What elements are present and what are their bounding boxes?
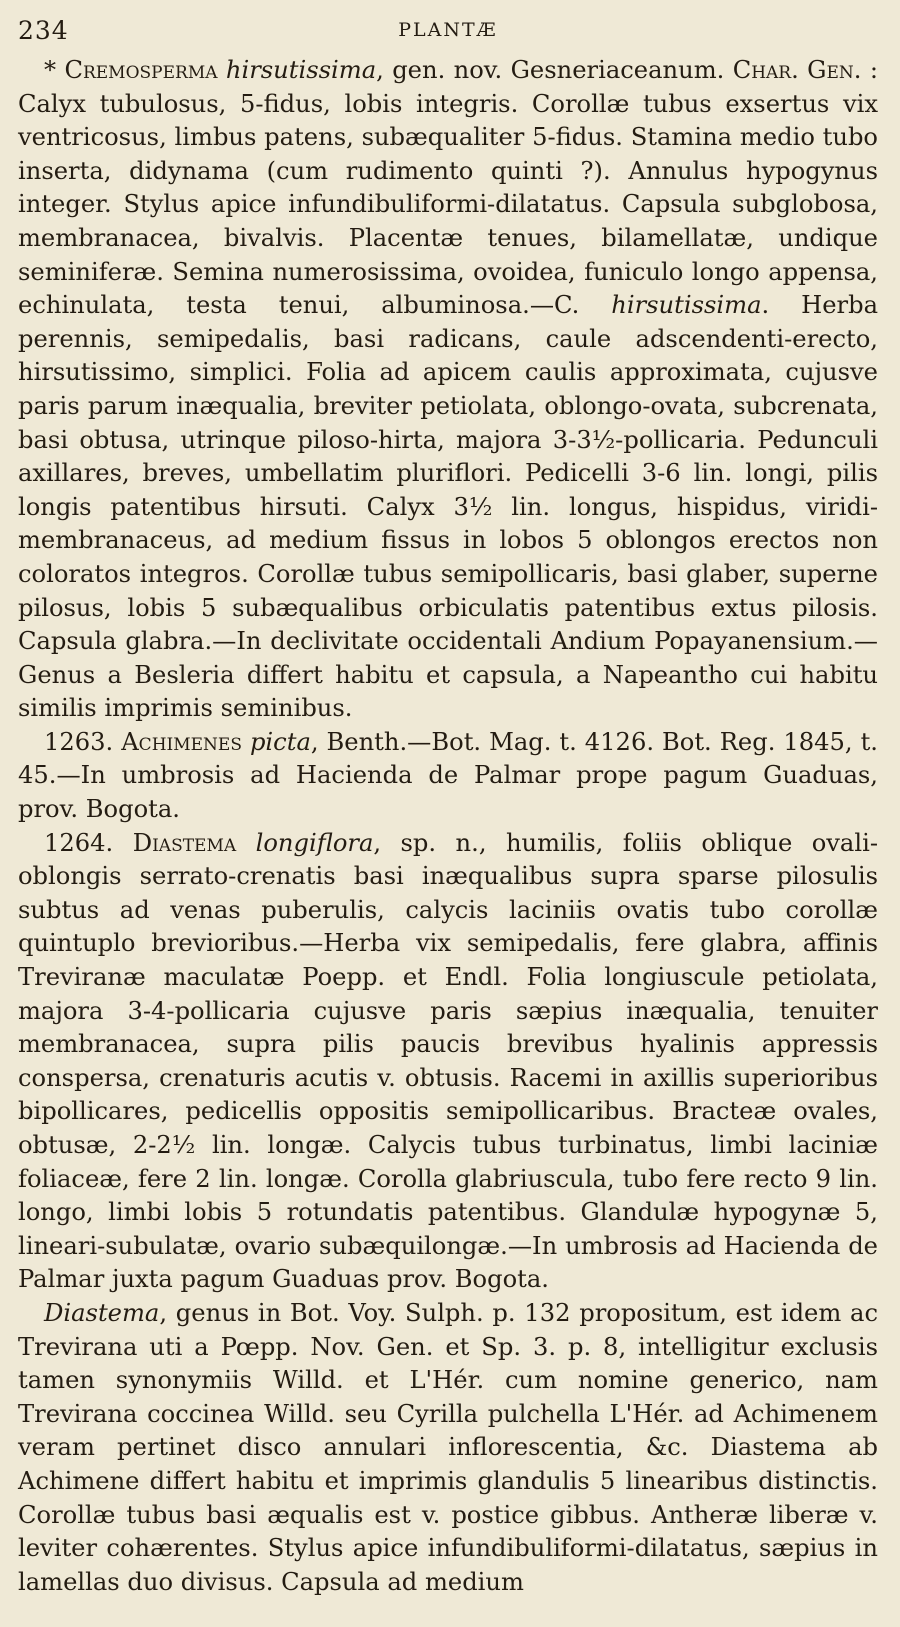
genus-name: Achimenes: [121, 727, 242, 756]
running-head: [18, 14, 878, 54]
char-gen-label: Char. Gen.: [732, 56, 862, 84]
entry-number: 1263.: [44, 727, 122, 756]
genus-name: Diastema: [44, 1298, 160, 1327]
species-name: hirsutissima: [611, 291, 762, 320]
species-name: longiflora: [255, 828, 374, 857]
genus-name: Diastema: [132, 828, 237, 857]
genus-name: Cremosperma: [64, 56, 218, 84]
note-diastema: Diastema, genus in Bot. Voy. Sulph. p. 132 propositum, est idem ac Trevirana uti a Pœpp. Nov. Gen. et Sp. 3. p. 8, intelligitur exclusis tamen synonymiis Willd. et L'Hér. cum nomine generico, nam Trevirana coccinea Willd. seu Cyrilla pulchella L'Hér. ad Achimenem veram pertinet disco annulari inflorescentia, &c. Diastema ab Achimene differt habitu et imprimis glandulis 5 linearibus distinctis. Corollæ tubus basi æqualis est v. postice gibbus. Antheræ liberæ v. leviter cohærentes. Stylus apice infundibuliformi-dilatatus, sæpius in lamellas duo divisus. Capsula ad medium: [18, 1298, 878, 1596]
page-number: 234: [18, 16, 69, 45]
species-name: hirsutissima: [225, 56, 377, 84]
body-text: [18, 54, 878, 1599]
running-title: PLANTÆ: [398, 19, 498, 41]
entry-cremosperma: * Cremosperma hirsutissima, gen. nov. Gesneriaceanum. Char. Gen. : Calyx tubulosus, 5-fidus, lobis integris. Corollæ tubus exsertus vix ventricosus, limbus patens, subæqualiter 5-fidus. Stamina medio tubo inserta, didynama (cum rudimento quinti ?). Annulus hypogynus integer. Stylus apice infundibuliformi-dilatatus. Capsula subglobosa, membranacea, bivalvis. Placentæ tenues, bilamellatæ, undique seminiferæ. Semina numerosissima, ovoidea, funiculo longo appensa, echinulata, testa tenui, albuminosa.—C. hirsutissima. Herba perennis, semipedalis, basi radicans, caule adscendenti-erecto, hirsutissimo, simplici. Folia ad apicem caulis approximata, cujusve paris parum inæqualia, breviter petiolata, oblongo-ovata, subcrenata, basi obtusa, utrinque piloso-hirta, majora 3-3½-pollicaria. Pedunculi axillares, breves, umbellatim pluriflori. Pedicelli 3-6 lin. longi, pilis longis patentibus hirsuti. Calyx 3½ lin. longus, hispidus, viridi-membranaceus, ad medium fissus in lobos 5 oblongos erectos non coloratos integros. Corollæ tubus semipollicaris, basi glaber, superne pilosus, lobis 5 subæqualibus orbiculatis patentibus extus pilosis. Capsula glabra.—In declivitate occidentali Andium Popayanensium.—Genus a Besleria differt habitu et capsula, a Napeantho cui habitu similis imprimis seminibus.: [18, 56, 878, 723]
entry-1263: 1263. Achimenes picta, Benth.—Bot. Mag. t. 4126. Bot. Reg. 1845, t. 45.—In umbrosis ad Hacienda de Palmar prope pagum Guaduas, prov. Bogota.: [18, 727, 878, 824]
species-name: picta: [249, 727, 311, 756]
entry-1264: 1264. Diastema longiflora, sp. n., humilis, foliis oblique ovali-oblongis serrato-crenatis basi inæqualibus supra sparse pilosulis subtus ad venas puberulis, calycis laciniis ovatis tubo corollæ quintuplo brevioribus.—Herba vix semipedalis, fere glabra, affinis Treviranæ maculatæ Poepp. et Endl. Folia longiuscule petiolata, majora 3-4-pollicaria cujusve paris sæpius inæqualia, tenuiter membranacea, supra pilis paucis brevibus hyalinis appressis conspersa, crenaturis acutis v. obtusis. Racemi in axillis superioribus bipollicares, pedicellis oppositis semipollicaribus. Bracteæ ovales, obtusæ, 2-2½ lin. longæ. Calycis tubus turbinatus, limbi laciniæ foliaceæ, fere 2 lin. longæ. Corolla glabriuscula, tubo fere recto 9 lin. longo, limbi lobis 5 rotundatis patentibus. Glandulæ hypogynæ 5, lineari-subulatæ, ovario subæquilongæ.—In umbrosis ad Hacienda de Palmar juxta pagum Guaduas prov. Bogota.: [18, 828, 878, 1294]
entry-number: 1264.: [44, 828, 133, 857]
